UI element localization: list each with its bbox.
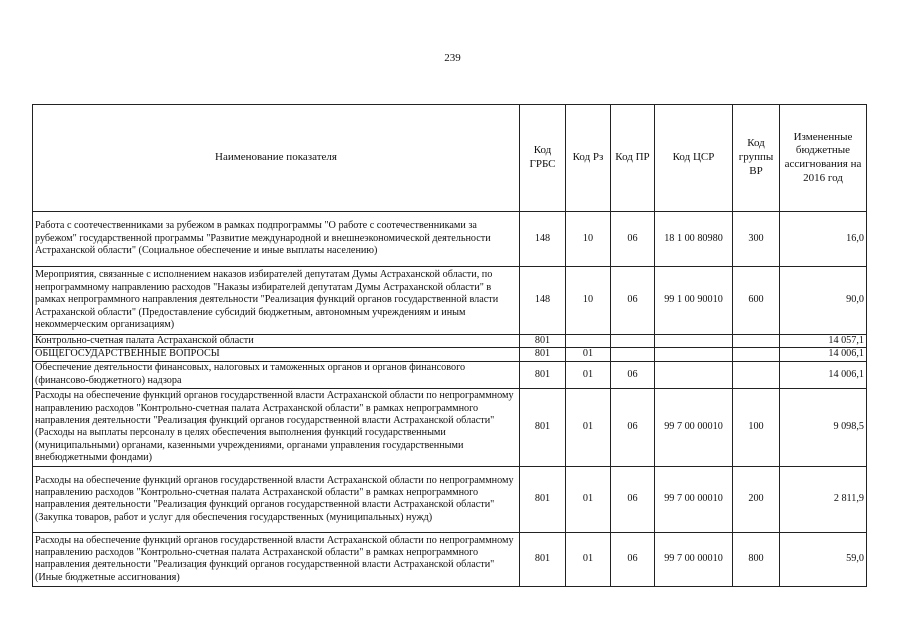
row-rz: 01 xyxy=(566,348,611,361)
row-name: Расходы на обеспечение функций органов государственной власти Астраханской области по непрограммному направлению расходов "Контрольно-счетная палата Астраханской области" в рамках непрограммного направления деятельности "Реализация функций органов государственной власти Астраханской области" (Иные бюджетные ассигнования) xyxy=(33,532,520,586)
row-vr: 600 xyxy=(733,267,780,335)
row-vr xyxy=(733,348,780,361)
row-csr xyxy=(655,348,733,361)
row-amount: 16,0 xyxy=(780,212,867,267)
row-grbs: 801 xyxy=(520,466,566,532)
row-vr xyxy=(733,335,780,348)
table-row xyxy=(33,212,867,267)
row-rz: 01 xyxy=(566,388,611,466)
row-grbs: 801 xyxy=(520,348,566,361)
row-pr: 06 xyxy=(611,388,655,466)
row-name: Контрольно-счетная палата Астраханской области xyxy=(33,335,520,348)
row-vr: 800 xyxy=(733,532,780,586)
row-csr: 99 1 00 90010 xyxy=(655,267,733,335)
row-amount: 9 098,5 xyxy=(780,388,867,466)
row-rz: 01 xyxy=(566,532,611,586)
row-name: Работа с соотечественниками за рубежом в рамках подпрограммы "О работе с соотечественниками за рубежом" государственной программы "Развитие международной и внешнеэкономической деятельности Астраханской области" (Социальное обеспечение и иные выплаты населению) xyxy=(33,212,520,267)
row-pr: 06 xyxy=(611,466,655,532)
row-vr: 300 xyxy=(733,212,780,267)
header-vr: Код группы ВР xyxy=(733,105,780,212)
row-csr: 99 7 00 00010 xyxy=(655,532,733,586)
row-vr: 100 xyxy=(733,388,780,466)
header-rz: Код Рз xyxy=(566,105,611,212)
row-name: Обеспечение деятельности финансовых, налоговых и таможенных органов и органов финансового (финансово-бюджетного) надзора xyxy=(33,361,520,388)
row-vr xyxy=(733,361,780,388)
row-amount: 14 006,1 xyxy=(780,348,867,361)
row-rz: 10 xyxy=(566,212,611,267)
table-row xyxy=(33,532,867,586)
row-csr xyxy=(655,335,733,348)
budget-table xyxy=(32,104,867,587)
header-pr: Код ПР xyxy=(611,105,655,212)
table-row xyxy=(33,361,867,388)
row-csr: 18 1 00 80980 xyxy=(655,212,733,267)
header-amount: Измененные бюджетные ассигнования на 2016 год xyxy=(780,105,867,212)
row-name: ОБЩЕГОСУДАРСТВЕННЫЕ ВОПРОСЫ xyxy=(33,348,520,361)
row-amount: 2 811,9 xyxy=(780,466,867,532)
row-amount: 14 057,1 xyxy=(780,335,867,348)
row-csr: 99 7 00 00010 xyxy=(655,388,733,466)
row-pr: 06 xyxy=(611,212,655,267)
table-row xyxy=(33,388,867,466)
row-grbs: 801 xyxy=(520,361,566,388)
row-grbs: 148 xyxy=(520,212,566,267)
row-rz: 01 xyxy=(566,466,611,532)
header-csr: Код ЦСР xyxy=(655,105,733,212)
table-row xyxy=(33,335,867,348)
row-csr xyxy=(655,361,733,388)
row-name: Расходы на обеспечение функций органов государственной власти Астраханской области по непрограммному направлению расходов "Контрольно-счетная палата Астраханской области" в рамках непрограммного направления деятельности "Реализация функций органов государственной власти Астраханской области" (Расходы на выплаты персоналу в целях обеспечения выполнения функций государственными (муниципальными) органами, казенными учреждениями, органами управления государственными внебюджетными фондами) xyxy=(33,388,520,466)
row-amount: 14 006,1 xyxy=(780,361,867,388)
row-pr: 06 xyxy=(611,361,655,388)
row-name: Мероприятия, связанные с исполнением наказов избирателей депутатам Думы Астраханской области, по непрограммному направлению расходов "Наказы избирателей депутатам Думы Астраханской области" в рамках непрограммного направления деятельности "Реализация функций органов государственной власти Астраханской области" (Предоставление субсидий бюджетным, автономным учреждениям и иным некоммерческим организациям) xyxy=(33,267,520,335)
row-vr: 200 xyxy=(733,466,780,532)
row-name: Расходы на обеспечение функций органов государственной власти Астраханской области по непрограммному направлению расходов "Контрольно-счетная палата Астраханской области" в рамках непрограммного направления деятельности "Реализация функций органов государственной власти Астраханской области" (Закупка товаров, работ и услуг для обеспечения государственных (муниципальных) нужд) xyxy=(33,466,520,532)
header-grbs: Код ГРБС xyxy=(520,105,566,212)
header-name: Наименование показателя xyxy=(33,105,520,212)
row-rz xyxy=(566,335,611,348)
row-grbs: 801 xyxy=(520,335,566,348)
row-pr: 06 xyxy=(611,532,655,586)
row-amount: 90,0 xyxy=(780,267,867,335)
row-amount: 59,0 xyxy=(780,532,867,586)
table-row xyxy=(33,466,867,532)
page-number: 239 xyxy=(444,52,461,64)
row-rz: 10 xyxy=(566,267,611,335)
table-row xyxy=(33,267,867,335)
row-grbs: 801 xyxy=(520,388,566,466)
row-csr: 99 7 00 00010 xyxy=(655,466,733,532)
row-rz: 01 xyxy=(566,361,611,388)
header-row xyxy=(33,105,867,212)
row-pr xyxy=(611,348,655,361)
table-row xyxy=(33,348,867,361)
row-grbs: 148 xyxy=(520,267,566,335)
row-pr xyxy=(611,335,655,348)
row-grbs: 801 xyxy=(520,532,566,586)
row-pr: 06 xyxy=(611,267,655,335)
